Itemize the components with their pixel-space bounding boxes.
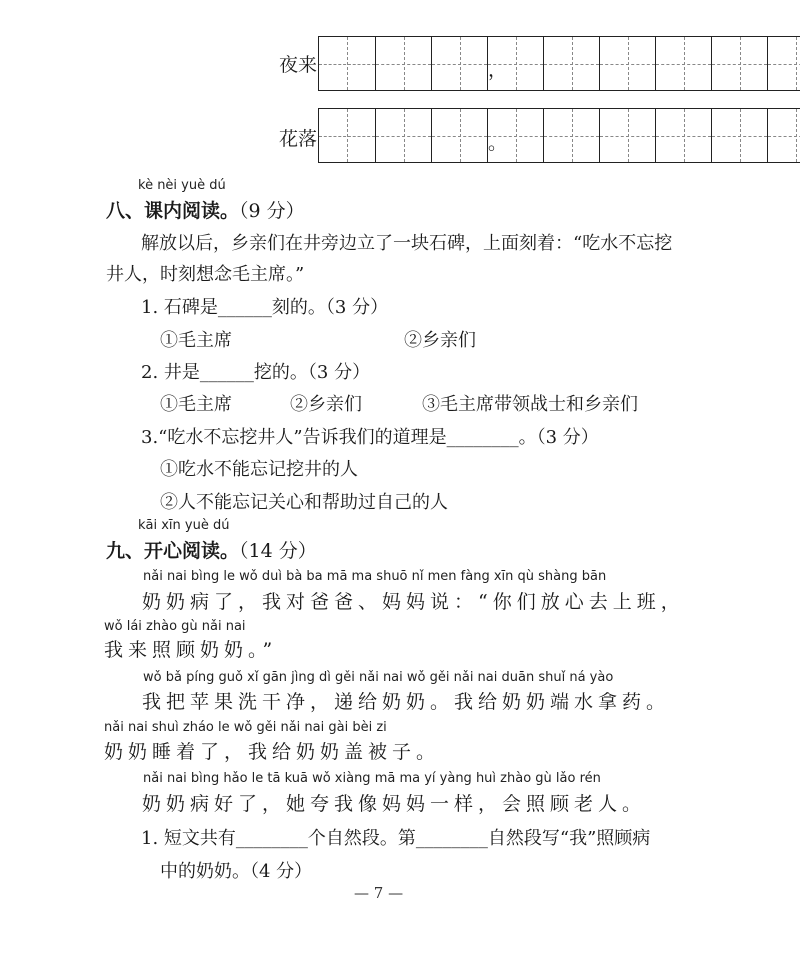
grid-cell[interactable] xyxy=(767,109,800,162)
question-9-1-line-1: 1. 短文共有________个自然段。第________自然段写“我”照顾病 xyxy=(141,828,651,849)
story-p4-pinyin: nǎi nai shuì zháo le wǒ gěi nǎi nai gài bèi zi xyxy=(104,720,387,735)
section-9-title: 九、开心阅读。 xyxy=(106,540,240,562)
section-9-score: （14 分） xyxy=(239,540,317,562)
grid-cell[interactable] xyxy=(431,37,487,90)
question-8-2-option-1[interactable]: ①毛主席 xyxy=(160,394,232,415)
fill-line-1-label: 夜来 xyxy=(279,54,318,76)
story-p1-pinyin: nǎi nai bìng le wǒ duì bà ba mā ma shuō nǐ men fàng xīn qù shàng bān xyxy=(143,569,607,584)
question-9-1-line-2: 中的奶奶。（4 分） xyxy=(160,861,313,882)
grid-cell[interactable] xyxy=(543,109,599,162)
grid-cell[interactable] xyxy=(711,37,767,90)
grid-cell[interactable] xyxy=(655,109,711,162)
grid-cell[interactable] xyxy=(375,109,431,162)
story-p5-text: 奶奶病好了，她夸我像妈妈一样，会照顾老人。 xyxy=(142,793,647,815)
question-8-1-option-1[interactable]: ①毛主席 xyxy=(160,330,232,351)
question-8-2: 2. 井是______挖的。（3 分） xyxy=(141,362,371,383)
story-p2-pinyin: wǒ lái zhào gù nǎi nai xyxy=(104,619,246,634)
section-8-title: 八、课内阅读。 xyxy=(106,200,240,222)
grid-cell[interactable] xyxy=(599,109,655,162)
grid-cell[interactable] xyxy=(319,37,375,90)
passage-line-1: 解放以后，乡亲们在井旁边立了一块石碑，上面刻着：“吃水不忘挖 xyxy=(141,233,673,254)
question-8-2-option-3[interactable]: ③毛主席带领战士和乡亲们 xyxy=(422,394,638,415)
story-p3-text: 我把苹果洗干净，递给奶奶。我给奶奶端水拿药。 xyxy=(142,691,671,713)
question-8-1: 1. 石碑是______刻的。（3 分） xyxy=(141,297,389,318)
grid-cell[interactable] xyxy=(375,37,431,90)
story-p4-text: 奶奶睡着了，我给奶奶盖被子。 xyxy=(104,741,441,763)
grid-cell[interactable] xyxy=(767,37,800,90)
story-p1-text: 奶奶病了，我对爸爸、妈妈说：“你们放心去上班， xyxy=(142,591,685,613)
grid-cell[interactable] xyxy=(431,109,487,162)
story-p5-pinyin: nǎi nai bìng hǎo le tā kuā wǒ xiàng mā ma yí yàng huì zhào gù lǎo rén xyxy=(143,771,601,786)
question-8-2-option-2[interactable]: ②乡亲们 xyxy=(290,394,362,415)
story-p2-text: 我来照顾奶奶。” xyxy=(104,639,278,661)
grid-cell[interactable] xyxy=(319,109,375,162)
section-8-heading xyxy=(106,196,305,223)
page-number: — 7 — xyxy=(354,884,404,902)
section-8-score: （9 分） xyxy=(239,200,305,222)
question-8-3-option-1[interactable]: ①吃水不能忘记挖井的人 xyxy=(160,459,358,480)
grid-cell[interactable] xyxy=(655,37,711,90)
grid-cell[interactable] xyxy=(599,37,655,90)
writing-grid-1[interactable] xyxy=(318,36,800,91)
passage-line-2: 井人，时刻想念毛主席。” xyxy=(106,264,305,285)
section-8-pinyin: kè nèi yuè dú xyxy=(138,178,226,193)
fill-line-2-punct: 。 xyxy=(488,132,508,154)
question-8-3: 3.“吃水不忘挖井人”告诉我们的道理是________。（3 分） xyxy=(141,427,599,448)
writing-grid-2[interactable] xyxy=(318,108,800,163)
section-9-heading xyxy=(106,536,317,563)
grid-cell[interactable] xyxy=(711,109,767,162)
story-p3-pinyin: wǒ bǎ píng guǒ xǐ gān jìng dì gěi nǎi nai wǒ gěi nǎi nai duān shuǐ ná yào xyxy=(143,670,614,685)
question-8-3-option-2[interactable]: ②人不能忘记关心和帮助过自己的人 xyxy=(160,492,448,513)
section-9-pinyin: kāi xīn yuè dú xyxy=(138,518,230,533)
fill-line-1-punct: ， xyxy=(488,59,508,81)
grid-cell[interactable] xyxy=(543,37,599,90)
question-8-1-option-2[interactable]: ②乡亲们 xyxy=(404,330,476,351)
fill-line-2-label: 花落 xyxy=(279,128,318,150)
